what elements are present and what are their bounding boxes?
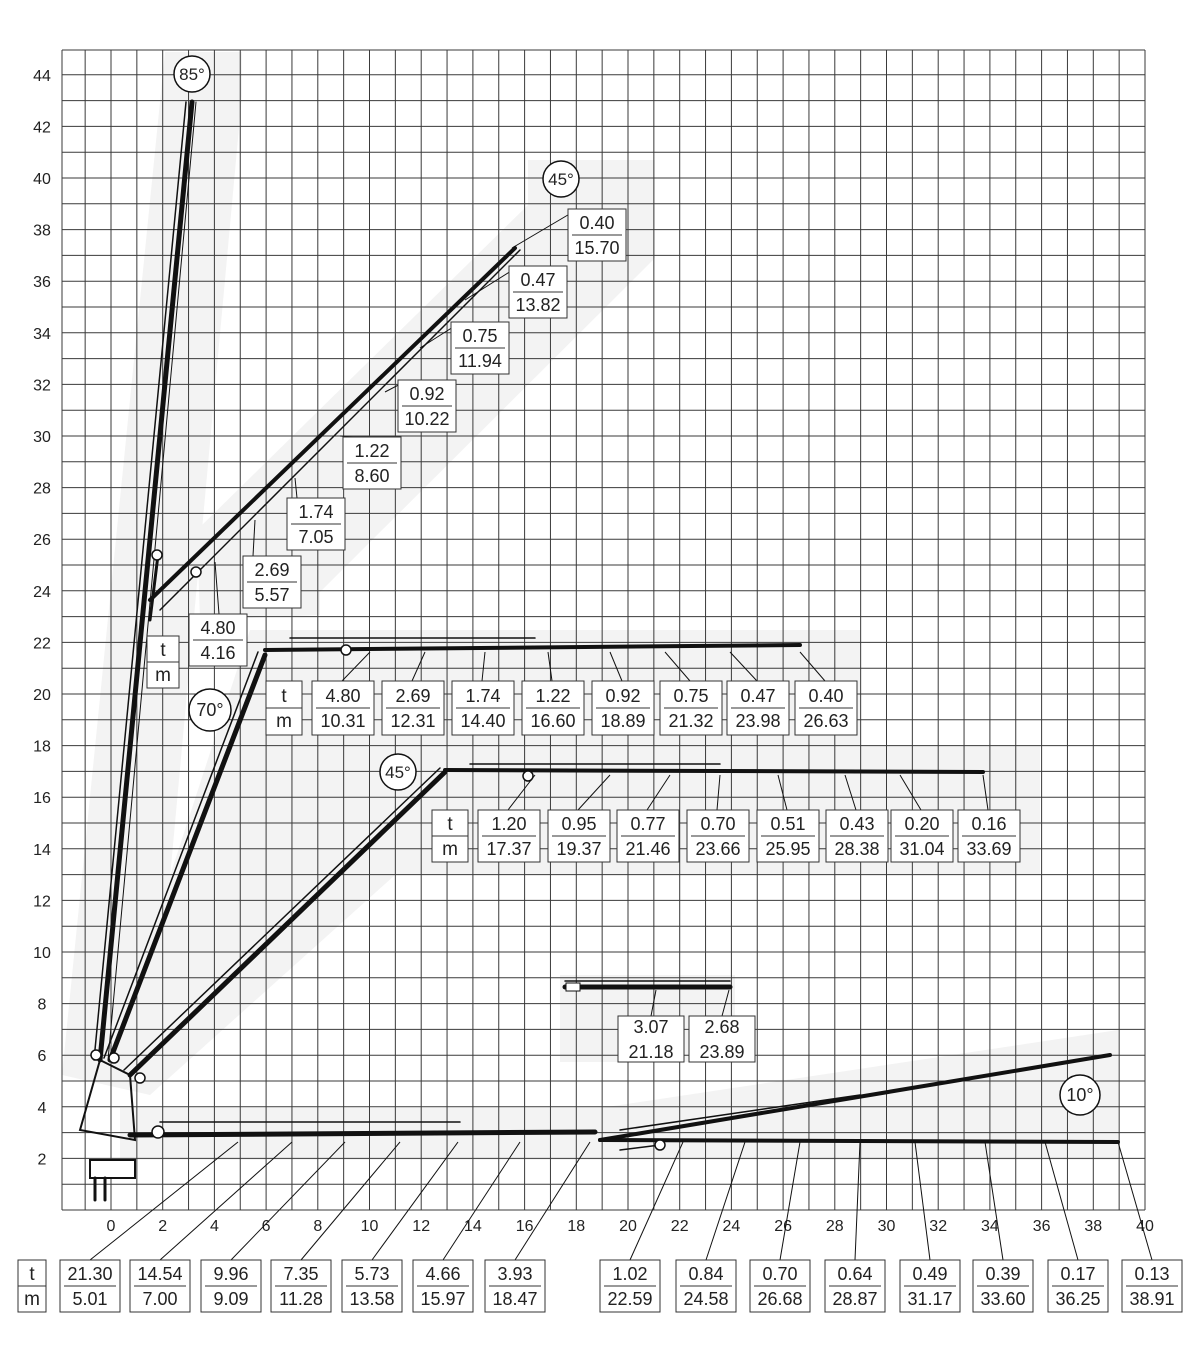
y-tick-label: 10 xyxy=(33,945,51,962)
label-bottom xyxy=(413,1260,473,1312)
x-tick-label: 14 xyxy=(464,1218,482,1235)
y-tick-label: 32 xyxy=(33,377,51,395)
y-tick-label: 44 xyxy=(33,67,51,85)
y-tick-label: 30 xyxy=(33,429,51,446)
x-tick-label: 28 xyxy=(825,1218,844,1235)
label-70 xyxy=(592,681,654,735)
x-tick-label: 8 xyxy=(313,1218,323,1235)
load-value: 9.96 xyxy=(213,1264,249,1284)
radius-value: 28.87 xyxy=(832,1289,878,1309)
load-value: 0.77 xyxy=(630,814,666,834)
y-tick-label: 42 xyxy=(33,119,51,137)
label-45-mid xyxy=(891,810,953,862)
radius-value: 36.25 xyxy=(1055,1289,1101,1309)
label-jib-extension xyxy=(689,1016,755,1062)
label-bottom xyxy=(1048,1260,1108,1312)
y-tick-label: 28 xyxy=(33,480,51,498)
load-value: 0.75 xyxy=(673,686,709,706)
label-45-top xyxy=(189,614,247,666)
radius-value: 11.28 xyxy=(279,1289,323,1309)
load-value: 0.20 xyxy=(904,814,940,834)
load-value: 4.80 xyxy=(325,686,361,706)
label-45-mid xyxy=(958,810,1020,862)
x-tick-label: 38 xyxy=(1084,1218,1103,1235)
x-tick-label: 20 xyxy=(619,1218,637,1235)
y-tick-label: 16 xyxy=(33,790,51,808)
load-value: 0.64 xyxy=(837,1264,873,1284)
angle-85-marker xyxy=(174,56,210,92)
x-tick-label: 16 xyxy=(515,1218,534,1235)
load-value: 14.54 xyxy=(137,1264,183,1284)
x-tick-label: 4 xyxy=(209,1218,219,1235)
y-tick-label: 8 xyxy=(37,996,47,1014)
y-tick-label: 24 xyxy=(33,583,51,601)
radius-value: 7.00 xyxy=(142,1289,178,1309)
load-value: 0.16 xyxy=(971,814,1007,834)
unit-box-45-top xyxy=(147,636,179,688)
unit-box-45-mid xyxy=(432,810,468,862)
label-70 xyxy=(382,681,444,735)
x-tick-label: 12 xyxy=(412,1218,431,1235)
radius-value: 15.97 xyxy=(420,1289,466,1309)
load-value: 0.43 xyxy=(839,814,875,834)
load-value: 0.92 xyxy=(409,384,445,404)
load-value: 0.84 xyxy=(688,1264,724,1284)
load-value: 0.40 xyxy=(579,213,615,233)
load-value: 1.74 xyxy=(298,502,334,522)
label-70 xyxy=(727,681,789,735)
label-45-top xyxy=(451,322,509,374)
y-tick-label: 26 xyxy=(33,532,51,550)
x-tick-label: 30 xyxy=(877,1218,896,1235)
angle-45-mid-label: 45° xyxy=(385,763,411,782)
load-value: 0.39 xyxy=(985,1264,1021,1284)
radius-value: 8.60 xyxy=(354,466,390,486)
radius-value: 16.60 xyxy=(530,711,576,731)
y-tick-label: 14 xyxy=(33,841,51,859)
load-value: 0.47 xyxy=(520,270,556,290)
x-tick-label: 18 xyxy=(567,1218,586,1235)
label-bottom xyxy=(825,1260,885,1312)
radius-value: 7.05 xyxy=(298,527,334,547)
radius-value: 23.89 xyxy=(699,1042,745,1062)
radius-value: 28.38 xyxy=(834,839,880,859)
x-tick-label: 0 xyxy=(106,1218,116,1235)
leader-line xyxy=(1118,1142,1152,1260)
load-value: 0.70 xyxy=(700,814,736,834)
load-value: 0.13 xyxy=(1134,1264,1170,1284)
x-tick-label: 10 xyxy=(360,1218,379,1235)
unit-t: t xyxy=(447,814,453,835)
angle-45-mid-marker xyxy=(380,754,416,790)
label-45-mid xyxy=(826,810,888,862)
radius-value: 12.31 xyxy=(390,711,436,731)
label-bottom xyxy=(973,1260,1033,1312)
y-tick-label: 18 xyxy=(33,738,51,756)
unit-m: m xyxy=(276,711,292,732)
label-45-mid xyxy=(687,810,749,862)
angle-85-label: 85° xyxy=(179,65,205,84)
unit-box-bottom xyxy=(18,1260,46,1312)
label-bottom xyxy=(750,1260,810,1312)
x-tick-label: 40 xyxy=(1136,1218,1154,1235)
angle-10-label: 10° xyxy=(1066,1085,1094,1105)
radius-value: 14.40 xyxy=(460,711,506,731)
radius-value: 26.68 xyxy=(757,1289,803,1309)
x-tick-label: 2 xyxy=(158,1218,168,1235)
radius-value: 21.32 xyxy=(668,711,714,731)
label-bottom xyxy=(676,1260,736,1312)
load-value: 0.49 xyxy=(912,1264,948,1284)
label-70 xyxy=(522,681,584,735)
x-tick-label: 6 xyxy=(261,1218,271,1235)
load-value: 1.22 xyxy=(535,686,571,706)
label-bottom xyxy=(600,1260,660,1312)
label-70 xyxy=(312,681,374,735)
y-tick-label: 12 xyxy=(33,893,51,911)
radius-value: 5.01 xyxy=(72,1289,108,1309)
unit-t: t xyxy=(281,686,287,707)
y-axis-tick-labels xyxy=(33,68,51,1169)
load-value: 0.95 xyxy=(561,814,597,834)
radius-value: 33.60 xyxy=(980,1289,1026,1309)
label-45-top xyxy=(343,437,401,489)
label-bottom xyxy=(271,1260,331,1312)
label-bottom xyxy=(342,1260,402,1312)
label-70 xyxy=(452,681,514,735)
label-bottom xyxy=(900,1260,960,1312)
radius-value: 11.94 xyxy=(458,351,502,371)
load-value: 1.20 xyxy=(491,814,527,834)
y-tick-label: 36 xyxy=(33,274,51,292)
y-tick-label: 40 xyxy=(33,171,51,188)
radius-value: 22.59 xyxy=(607,1289,653,1309)
radius-value: 31.17 xyxy=(907,1289,953,1309)
label-45-mid xyxy=(548,810,610,862)
angle-45-top-label: 45° xyxy=(548,170,574,189)
load-value: 1.74 xyxy=(465,686,501,706)
load-value: 4.80 xyxy=(200,618,236,638)
radius-value: 10.22 xyxy=(404,409,450,429)
label-45-mid xyxy=(757,810,819,862)
unit-m: m xyxy=(442,839,458,860)
radius-value: 19.37 xyxy=(556,839,602,859)
y-tick-label: 34 xyxy=(33,325,51,343)
load-value: 2.68 xyxy=(704,1017,740,1037)
y-tick-label: 4 xyxy=(37,1099,47,1117)
radius-value: 10.31 xyxy=(320,711,366,731)
y-tick-label: 20 xyxy=(33,687,51,704)
radius-value: 26.63 xyxy=(803,711,849,731)
label-45-top xyxy=(509,266,567,318)
load-value: 4.66 xyxy=(425,1264,461,1284)
load-value: 0.17 xyxy=(1060,1264,1096,1284)
x-tick-label: 24 xyxy=(722,1218,741,1235)
label-45-top xyxy=(568,209,626,261)
radius-value: 38.91 xyxy=(1129,1289,1175,1309)
x-tick-label: 22 xyxy=(670,1218,689,1235)
load-value: 1.22 xyxy=(354,441,390,461)
load-value: 3.07 xyxy=(633,1017,669,1037)
load-value: 0.40 xyxy=(808,686,844,706)
radius-value: 33.69 xyxy=(966,839,1012,859)
x-tick-label: 34 xyxy=(981,1218,999,1235)
unit-box-70 xyxy=(266,681,302,735)
load-value: 5.73 xyxy=(354,1264,390,1284)
radius-value: 31.04 xyxy=(899,839,945,859)
radius-value: 4.16 xyxy=(200,643,236,663)
angle-70-label: 70° xyxy=(196,700,224,720)
unit-t: t xyxy=(29,1264,35,1285)
radius-value: 25.95 xyxy=(765,839,811,859)
angle-70-marker xyxy=(189,689,231,731)
radius-value: 5.57 xyxy=(254,585,290,605)
x-tick-label: 26 xyxy=(774,1218,792,1235)
radius-value: 21.18 xyxy=(628,1042,674,1062)
label-45-top xyxy=(243,556,301,608)
label-bottom xyxy=(130,1260,190,1312)
radius-value: 23.66 xyxy=(695,839,741,859)
angle-10-marker xyxy=(1060,1075,1100,1115)
radius-value: 23.98 xyxy=(735,711,781,731)
load-value: 0.92 xyxy=(605,686,641,706)
label-45-top xyxy=(287,498,345,550)
load-value: 21.30 xyxy=(67,1264,113,1284)
unit-m: m xyxy=(155,665,171,686)
load-value: 3.93 xyxy=(497,1264,533,1284)
label-45-top xyxy=(398,380,456,432)
label-bottom xyxy=(485,1260,545,1312)
radius-value: 21.46 xyxy=(625,839,671,859)
label-bottom xyxy=(201,1260,261,1312)
radius-value: 15.70 xyxy=(574,238,620,258)
label-bottom xyxy=(60,1260,120,1312)
radius-value: 13.58 xyxy=(349,1289,395,1309)
load-value: 0.47 xyxy=(740,686,776,706)
radius-value: 9.09 xyxy=(213,1289,249,1309)
y-tick-label: 22 xyxy=(33,635,51,653)
y-tick-label: 38 xyxy=(33,222,51,240)
y-tick-label: 6 xyxy=(37,1048,47,1066)
load-value: 0.70 xyxy=(762,1264,798,1284)
radius-value: 18.89 xyxy=(600,711,646,731)
load-value: 2.69 xyxy=(395,686,431,706)
load-value: 1.02 xyxy=(612,1264,648,1284)
label-70 xyxy=(795,681,857,735)
label-70 xyxy=(660,681,722,735)
radius-value: 17.37 xyxy=(486,839,532,859)
unit-m: m xyxy=(24,1289,40,1310)
label-45-mid xyxy=(478,810,540,862)
radius-value: 24.58 xyxy=(683,1289,729,1309)
radius-value: 18.47 xyxy=(492,1289,538,1309)
x-tick-label: 36 xyxy=(1032,1218,1051,1235)
label-45-mid xyxy=(617,810,679,862)
x-tick-label: 32 xyxy=(929,1218,948,1235)
label-bottom xyxy=(1122,1260,1182,1312)
y-tick-label: 2 xyxy=(37,1151,47,1169)
unit-t: t xyxy=(160,640,166,661)
load-value: 7.35 xyxy=(283,1264,319,1284)
load-value: 0.75 xyxy=(462,326,498,346)
radius-value: 13.82 xyxy=(515,295,561,315)
angle-45-top-marker xyxy=(543,161,579,197)
label-jib-extension xyxy=(618,1016,684,1062)
load-value: 2.69 xyxy=(254,560,290,580)
load-value: 0.51 xyxy=(770,814,806,834)
